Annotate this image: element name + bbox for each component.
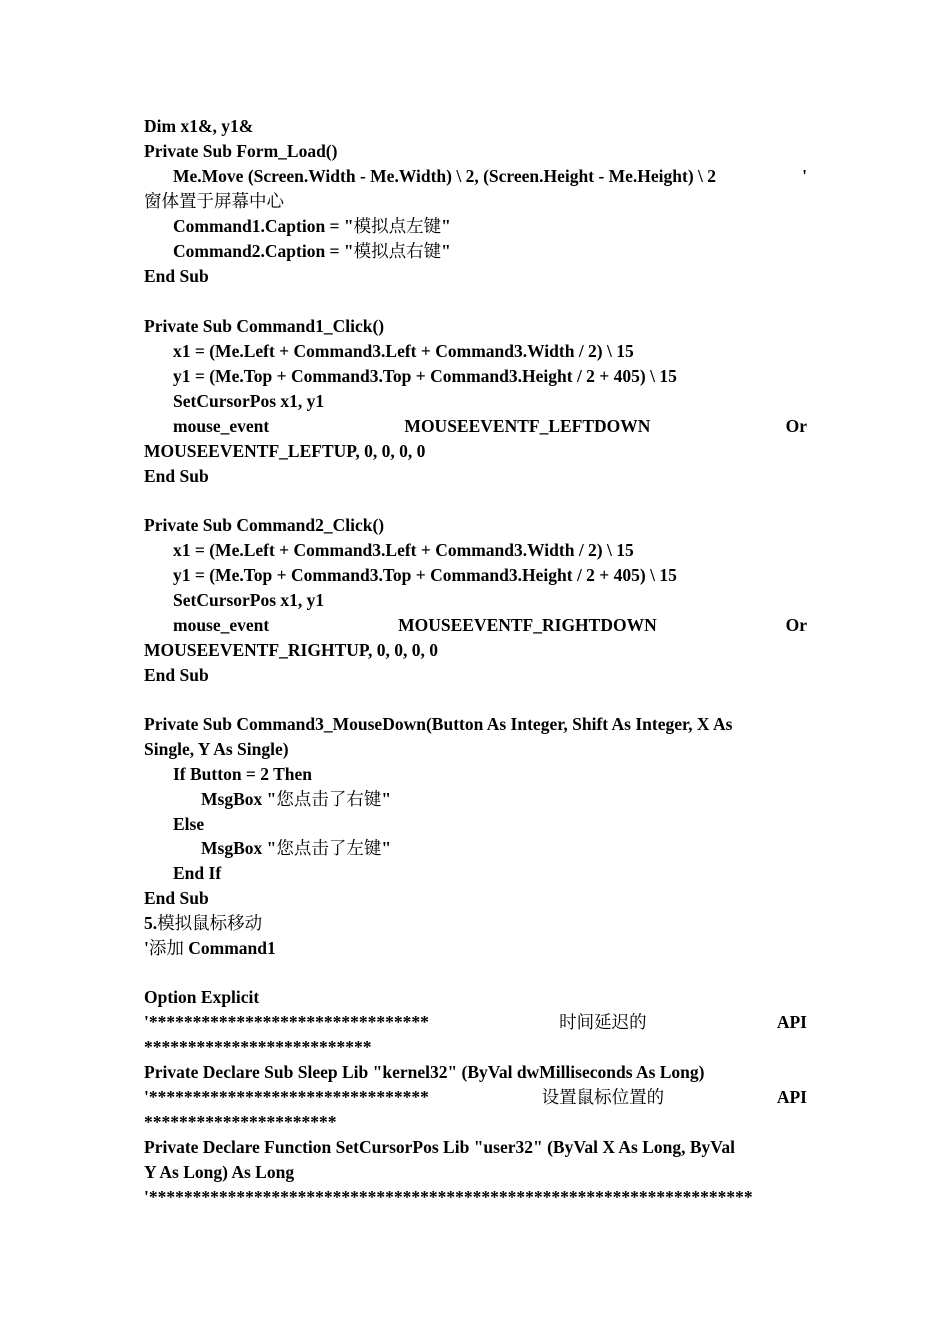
code-line: Private Sub Command2_Click() [144, 515, 385, 535]
code-text: mouse_event [173, 416, 270, 436]
code-comment: ********************** [144, 1112, 337, 1132]
code-text: 您点击了左键 [276, 838, 382, 858]
comment-char: 置 [629, 1087, 647, 1107]
code-line: Private Sub Command1_Click() [144, 316, 385, 336]
code-comment: ************************** [144, 1037, 372, 1057]
code-text: MsgBox " [201, 838, 277, 858]
comment-char: 时 [559, 1012, 577, 1032]
code-text: Command1.Caption = " [173, 216, 354, 236]
code-comment [144, 1085, 807, 1110]
code-comment [144, 936, 807, 961]
code-line: x1 = (Me.Left + Command3.Left + Command3.Width / 2) \ 15 [173, 341, 634, 361]
comment-char: 迟 [611, 1012, 630, 1032]
code-comment: '********************************************************************* [144, 1187, 753, 1207]
section-heading [144, 911, 807, 936]
code-line: Private Declare Sub Sleep Lib "kernel32" (ByVal dwMilliseconds As Long) [144, 1062, 705, 1082]
comment-char: 鼠 [576, 1087, 595, 1107]
code-text: 模拟点左键 [353, 216, 442, 236]
comment-char: 位 [611, 1087, 630, 1107]
code-text: 模拟鼠标移动 [157, 913, 263, 933]
code-text: MsgBox " [201, 789, 277, 809]
code-line: If Button = 2 Then [173, 764, 312, 784]
code-text: ' [144, 938, 149, 958]
code-line: Y As Long) As Long [144, 1162, 295, 1182]
code-line: Private Declare Function SetCursorPos Lib "user32" (ByVal X As Long, ByVal [144, 1137, 735, 1157]
code-line: Option Explicit [144, 987, 260, 1007]
code-line [173, 214, 807, 239]
code-line: Single, Y As Single) [144, 739, 289, 759]
code-text: '******************************** [144, 1087, 429, 1107]
code-line: End Sub [144, 266, 209, 286]
comment-cjk-group [559, 1010, 647, 1035]
code-line: Else [173, 814, 205, 834]
code-text: Command2.Caption = " [173, 241, 354, 261]
comment-char: 置 [559, 1087, 577, 1107]
code-line [173, 414, 807, 439]
code-text: " [381, 838, 392, 858]
code-line [173, 613, 807, 638]
code-text: 您点击了右键 [276, 789, 382, 809]
code-line [201, 787, 807, 812]
code-line: Dim x1&, y1& [144, 116, 254, 136]
code-line: MOUSEEVENTF_LEFTUP, 0, 0, 0, 0 [144, 441, 426, 461]
code-comment: 窗体置于屏幕中心 [144, 191, 284, 211]
code-line: Private Sub Form_Load() [144, 141, 338, 161]
comment-char: 标 [594, 1087, 612, 1107]
code-text: MOUSEEVENTF_RIGHTDOWN [398, 615, 657, 635]
comment-char: 的 [629, 1012, 647, 1032]
code-text: 模拟点右键 [353, 241, 442, 261]
comment-char: 间 [576, 1012, 595, 1032]
code-text: " [441, 241, 451, 261]
code-text: " [381, 789, 392, 809]
code-line: End If [173, 863, 222, 883]
code-line [173, 239, 807, 264]
code-line: y1 = (Me.Top + Command3.Top + Command3.Height / 2 + 405) \ 15 [173, 366, 677, 386]
code-text: '******************************** [144, 1012, 429, 1032]
code-text: API [776, 1087, 807, 1107]
code-line: SetCursorPos x1, y1 [173, 391, 325, 411]
code-text: " [441, 216, 451, 236]
code-line: End Sub [144, 665, 209, 685]
code-line: End Sub [144, 888, 209, 908]
code-text: 5. [144, 913, 158, 933]
code-text: 添加 [148, 938, 189, 958]
code-line: MOUSEEVENTF_RIGHTUP, 0, 0, 0, 0 [144, 640, 438, 660]
comment-cjk-group [542, 1085, 665, 1110]
code-text: Or [785, 615, 807, 635]
code-text: mouse_event [173, 615, 270, 635]
comment-char: 的 [646, 1087, 665, 1107]
code-line [173, 164, 807, 189]
comment-char: 延 [594, 1012, 612, 1032]
code-line: SetCursorPos x1, y1 [173, 590, 325, 610]
code-text: ' [802, 166, 807, 186]
code-line [201, 836, 807, 861]
code-line: y1 = (Me.Top + Command3.Top + Command3.Height / 2 + 405) \ 15 [173, 565, 677, 585]
code-comment [144, 1010, 807, 1035]
code-line: End Sub [144, 466, 209, 486]
code-text: Or [785, 416, 807, 436]
code-text: Command1 [188, 938, 276, 958]
code-line: Private Sub Command3_MouseDown(Button As Integer, Shift As Integer, X As [144, 714, 733, 734]
code-text: API [776, 1012, 807, 1032]
code-line: x1 = (Me.Left + Command3.Left + Command3.Width / 2) \ 15 [173, 540, 634, 560]
code-text: Me.Move (Screen.Width - Me.Width) \ 2, (Screen.Height - Me.Height) \ 2 [173, 166, 717, 186]
comment-char: 设 [541, 1087, 560, 1107]
code-text: MOUSEEVENTF_LEFTDOWN [404, 416, 651, 436]
